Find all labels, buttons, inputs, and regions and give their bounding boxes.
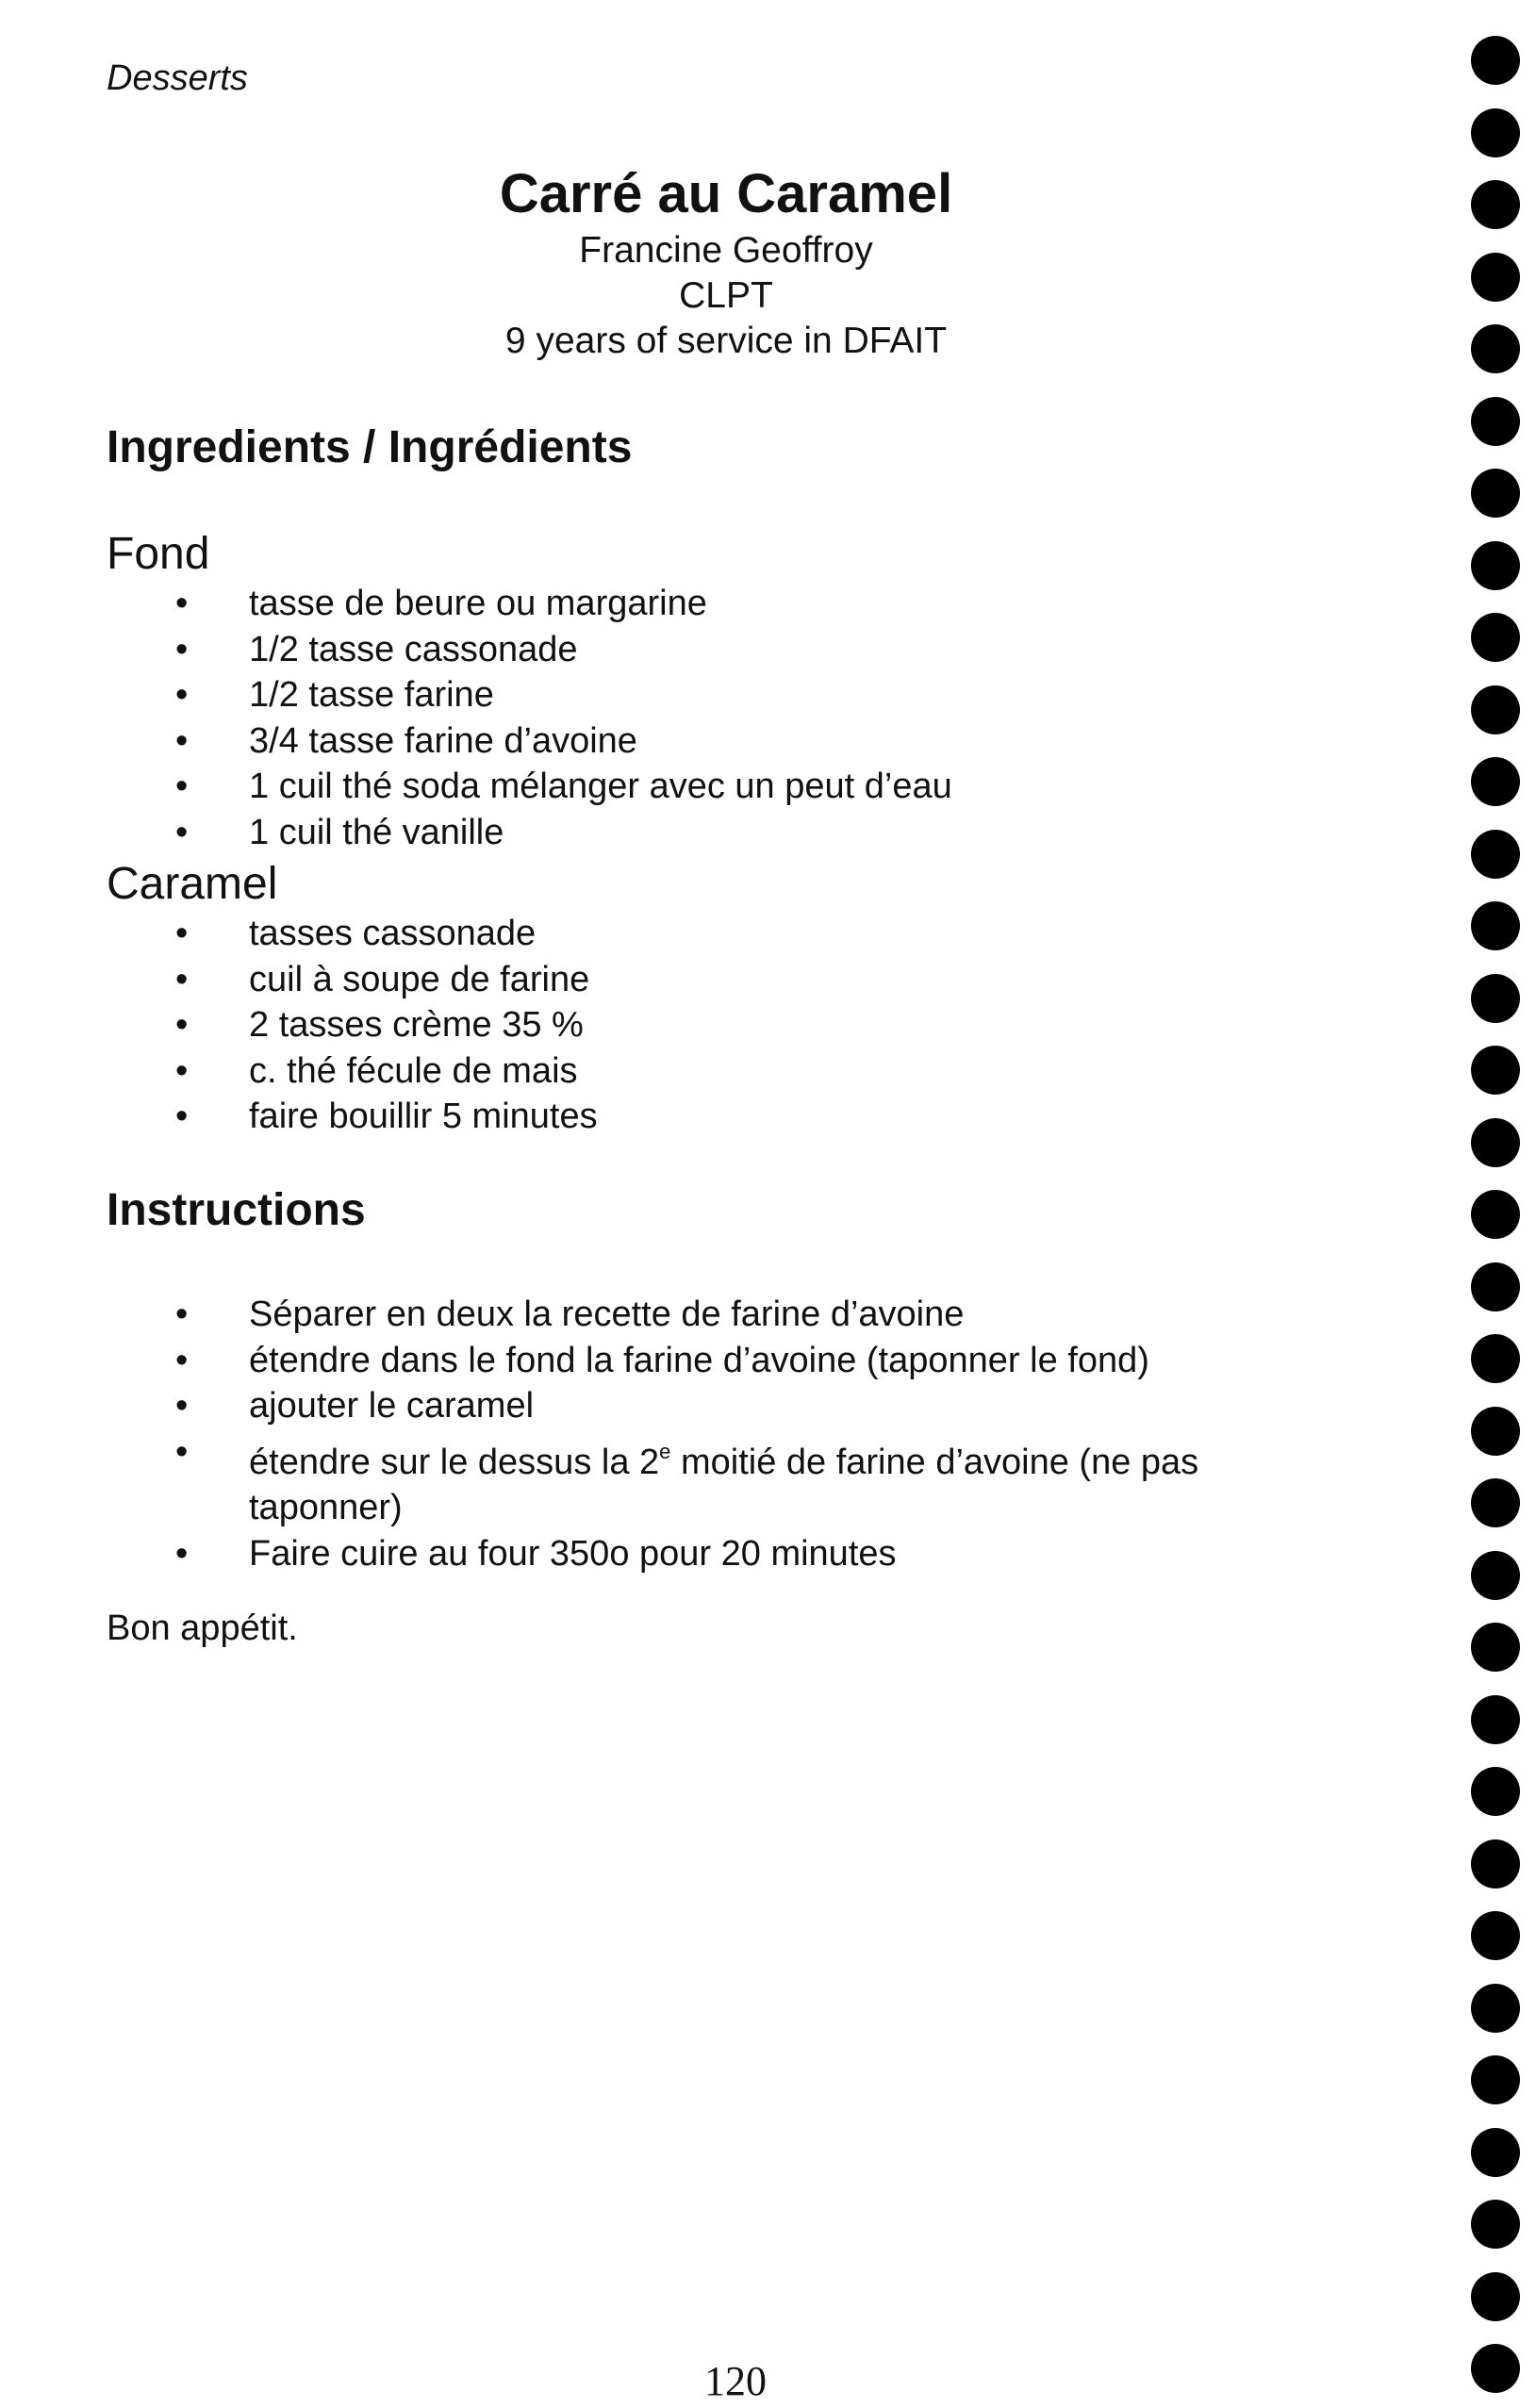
list-item: • tasse de beure ou margarine: [170, 581, 1380, 627]
binding-hole: [1471, 1262, 1520, 1311]
binding-hole: [1471, 36, 1520, 85]
binding-hole: [1471, 2344, 1520, 2393]
instructions-heading: Instructions: [107, 1185, 366, 1235]
fond-label: Fond: [107, 529, 210, 579]
binding-hole: [1471, 1767, 1520, 1816]
list-item: • 1 cuil thé soda mélanger avec un peut d’eau: [170, 764, 1380, 810]
binding-hole: [1471, 757, 1520, 806]
recipe-division: CLPT: [679, 275, 773, 316]
binding-hole: [1471, 541, 1520, 590]
binding-hole: [1471, 1623, 1520, 1672]
binding-hole: [1471, 830, 1520, 879]
binding-hole: [1471, 685, 1520, 734]
binding-hole: [1471, 397, 1520, 446]
binding-hole: [1471, 1407, 1520, 1456]
list-item: • faire bouillir 5 minutes: [170, 1094, 1380, 1140]
binding-hole: [1471, 974, 1520, 1023]
list-item: • 1/2 tasse cassonade: [170, 627, 1380, 673]
list-item: • ajouter le caramel: [170, 1383, 1380, 1429]
binding-hole: [1471, 1984, 1520, 2033]
list-item: • c. thé fécule de mais: [170, 1048, 1380, 1095]
instructions-list: [170, 1292, 1380, 1577]
list-item: • cuil à soupe de farine: [170, 957, 1380, 1003]
ingredients-heading: Ingredients / Ingrédients: [107, 422, 633, 472]
recipe-service: 9 years of service in DFAIT: [504, 321, 948, 361]
list-item: • 2 tasses crème 35 %: [170, 1002, 1380, 1048]
recipe-title: Carré au Caramel: [499, 163, 953, 224]
binding-hole: [1471, 2055, 1520, 2104]
binding-hole: [1471, 108, 1520, 157]
list-item: • 1 cuil thé vanille: [170, 810, 1380, 856]
binding-hole: [1471, 1046, 1520, 1095]
binding-hole: [1471, 180, 1520, 229]
list-item: • étendre dans le fond la farine d’avoine (taponner le fond): [170, 1338, 1380, 1384]
binding-hole: [1471, 1911, 1520, 1960]
binding-hole: [1471, 1118, 1520, 1167]
step-text: moitié de farine d’avoine (ne pas taponner): [249, 1442, 1199, 1528]
binding-hole: [1471, 2200, 1520, 2249]
section-label: Desserts: [107, 58, 248, 98]
binding-hole: [1471, 324, 1520, 373]
closing-text: Bon appétit.: [107, 1608, 298, 1648]
recipe-author: Francine Geoffroy: [579, 230, 873, 271]
caramel-list: [170, 911, 1380, 1140]
list-item: • tasses cassonade: [170, 911, 1380, 957]
binding-hole: [1471, 1478, 1520, 1527]
list-item: • Faire cuire au four 350o pour 20 minutes: [170, 1531, 1380, 1577]
binding-hole: [1471, 2272, 1520, 2321]
page-number: 120: [704, 2358, 767, 2404]
binding-hole: [1471, 901, 1520, 950]
binding-hole: [1471, 1334, 1520, 1383]
fond-list: [170, 581, 1380, 856]
step-text: étendre sur le dessus la 2: [249, 1442, 660, 1482]
caramel-label: Caramel: [107, 859, 278, 909]
superscript: e: [659, 1439, 671, 1463]
binding-hole: [1471, 1551, 1520, 1600]
list-item: • Séparer en deux la recette de farine d’avoine: [170, 1292, 1380, 1338]
binding-hole: [1471, 1190, 1520, 1239]
binding-holes: [1471, 36, 1528, 2408]
binding-hole: [1471, 469, 1520, 518]
list-item: [170, 1429, 1343, 1531]
binding-hole: [1471, 613, 1520, 662]
binding-hole: [1471, 1695, 1520, 1744]
list-item: • 1/2 tasse farine: [170, 672, 1380, 718]
title-block: [311, 160, 1141, 364]
binding-hole: [1471, 2128, 1520, 2177]
list-item: • 3/4 tasse farine d’avoine: [170, 718, 1380, 765]
binding-hole: [1471, 1839, 1520, 1888]
binding-hole: [1471, 253, 1520, 302]
